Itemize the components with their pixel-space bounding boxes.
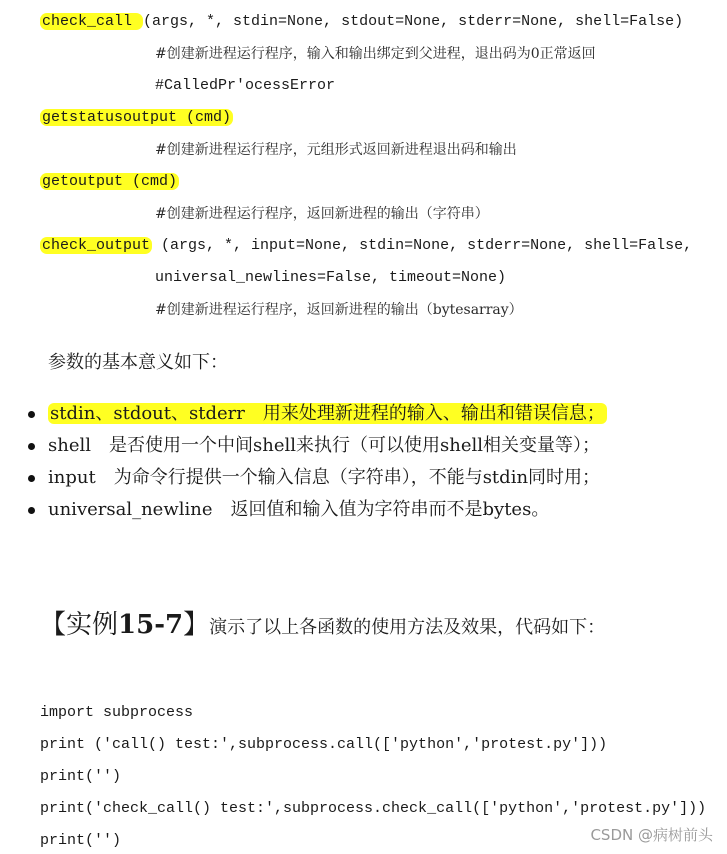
example-bracket-open: 【 [40,610,67,640]
function-params-continued: universal_newlines=False, timeout=None) [155,269,507,286]
example-bracket-close: 】 [183,610,210,640]
function-name-highlight: check_output [42,237,151,254]
function-comment: #创建新进程运行程序，返回新进程的输出（字符串） [155,206,489,222]
list-item-text: shell 是否使用一个中间shell来执行（可以使用shell相关变量等）； [48,435,600,456]
bullet-icon [28,443,35,450]
intro-paragraph: 参数的基本意义如下： [48,352,228,373]
getoutput-signature [40,170,179,194]
code-line: print('') [40,832,122,849]
highlighted-text: stdin、stdout、stderr 用来处理新进程的输入、输出和错误信息； [50,403,605,424]
code-line: print('check_call() test:',subprocess.check_call(['python','protest.py'])) [40,800,707,817]
function-params: (args, *, stdin=None, stdout=None, stderr=None, shell=False) [143,13,684,30]
code-line: print('') [40,768,122,785]
check-call-signature [40,10,683,34]
list-item-text: input 为命令行提供一个输入信息（字符串），不能与stdin同时用； [48,467,601,488]
csdn-watermark: CSDN @病树前头 [590,826,713,844]
function-comment: #创建新进程运行程序，输入和输出绑定到父进程，退出码为0正常返回 [155,46,596,62]
bullet-icon [28,507,35,514]
list-item [24,430,624,462]
function-comment: #CalledPr'ocessError [155,77,336,94]
check-output-signature [40,234,692,258]
bullet-icon [28,475,35,482]
getstatusoutput-signature [40,106,233,130]
example-number: 15-7 [118,610,184,640]
example-label: 实例 [66,610,119,640]
function-name-highlight: getoutput (cmd) [42,173,178,190]
function-comment: #创建新进程运行程序，元组形式返回新进程退出码和输出 [155,142,517,158]
function-name-highlight: check_call [42,13,142,30]
list-item [24,494,624,526]
code-line: print ('call() test:',subprocess.call(['python','protest.py'])) [40,736,608,753]
list-item [24,398,624,430]
function-params: (args, *, input=None, stdin=None, stderr=None, shell=False, [152,237,693,254]
example-description: 演示了以上各函数的使用方法及效果，代码如下： [209,617,606,638]
code-line: import subprocess [40,704,194,721]
list-item-text: universal_newline 返回值和输入值为字符串而不是bytes。 [48,499,550,520]
list-item [24,462,624,494]
parameter-list [24,398,624,526]
example-paragraph [10,608,630,645]
function-comment: #创建新进程运行程序，返回新进程的输出（bytesarray） [155,302,523,318]
function-signature-block [0,10,693,330]
bullet-icon [28,411,35,418]
function-name-highlight: getstatusoutput (cmd) [42,109,232,126]
